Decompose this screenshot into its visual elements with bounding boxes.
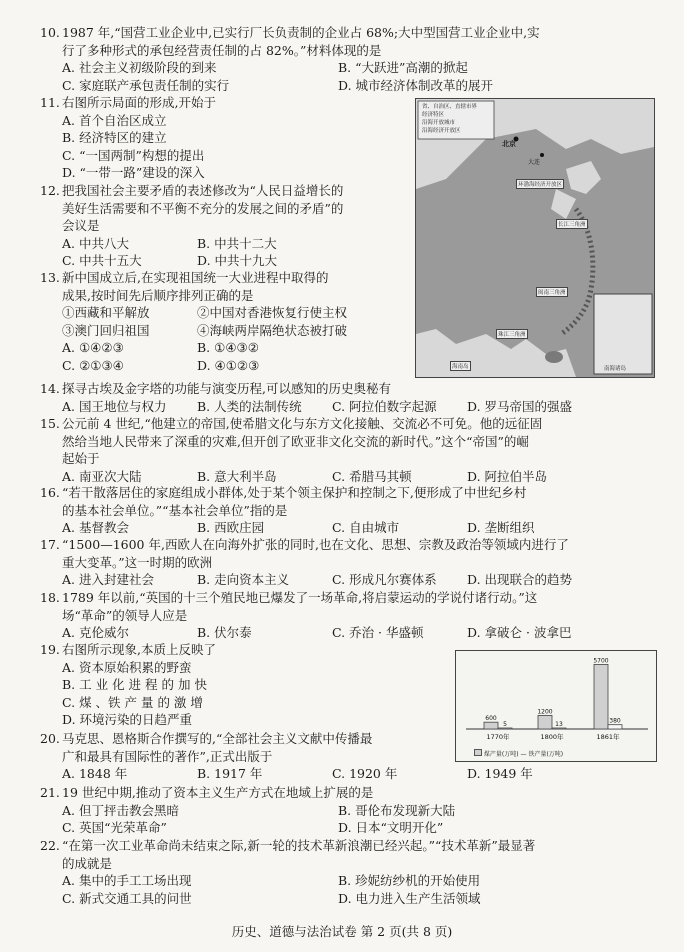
question-stem: 探寻古埃及金字塔的功能与演变历程,可以感知的历史奥秘有: [62, 381, 391, 396]
option-c[interactable]: C. 新式交通工具的问世: [62, 890, 192, 906]
option-a[interactable]: A. 基督教会: [62, 520, 129, 535]
option-c[interactable]: C. 希腊马其顿: [332, 468, 412, 484]
question-number: 18.: [40, 590, 60, 605]
map-label-hainan: 海南岛: [450, 361, 471, 371]
bar-coal: [538, 715, 552, 729]
option-a[interactable]: A. 集中的手工工场出现: [62, 873, 192, 888]
option-b[interactable]: B. 走向资本主义: [197, 572, 290, 587]
question-stem: 右图所示局面的形成,开始于: [62, 95, 216, 110]
map-label-beijing: 北京: [502, 140, 516, 148]
question-stem: 新中国成立后,在实现祖国统一大业进程中取得的: [62, 270, 329, 285]
legend-item: 经济特区: [422, 112, 445, 118]
option-a[interactable]: A. 进入封建社会: [62, 572, 154, 587]
option-b[interactable]: B. ①④③②: [197, 340, 259, 355]
question-stem: 行了多种形式的承包经营责任制的占 82%。”材料体现的是: [62, 42, 382, 58]
option-b[interactable]: B. 意大利半岛: [197, 468, 277, 484]
question-stem: 会议是: [62, 218, 100, 233]
question-13: [40, 269, 402, 374]
option-b[interactable]: B. 工 业 化 进 程 的 加 快: [62, 677, 207, 692]
option-b[interactable]: B. “大跃进”高潮的掀起: [338, 60, 468, 75]
bar-value-label: 1200: [537, 708, 553, 716]
legend-swatch-coal: [474, 749, 482, 756]
question-number: 19.: [40, 642, 60, 657]
option-a[interactable]: A. 社会主义初级阶段的到来: [62, 60, 217, 75]
option-a[interactable]: A. 首个自治区成立: [62, 112, 167, 128]
legend-item: 沿海经济开放区: [422, 128, 461, 134]
map-label-dalian: 大连: [528, 159, 541, 166]
option-d[interactable]: D. 拿破仑 · 波拿巴: [467, 625, 572, 640]
question-stem: 场“革命”的领导人应是: [62, 607, 188, 623]
option-d[interactable]: D. 出现联合的趋势: [467, 572, 573, 587]
map-label-south-sea: 南海诸岛: [604, 366, 627, 372]
question-stem: 重大变革。”这一时期的欧洲: [62, 554, 213, 570]
bar-value-label: 5700: [593, 657, 609, 665]
option-a[interactable]: A. ①④②③: [62, 340, 124, 355]
question-16: [40, 484, 535, 537]
option-d[interactable]: D. ④①②③: [197, 357, 260, 373]
option-b[interactable]: B. 珍妮纺纱机的开始使用: [338, 873, 481, 888]
chart-svg: [456, 651, 656, 761]
question-stem: 1987 年,“国营工业企业中,已实行厂长负责制的企业占 68%;大中型国营工业企业中,实: [62, 25, 540, 40]
opening-up-map: [415, 98, 655, 378]
option-d[interactable]: D. 城市经济体制改革的展开: [338, 77, 494, 93]
option-b[interactable]: B. 1917 年: [197, 766, 263, 781]
bar-value-label: 5: [503, 721, 507, 728]
category-label: 1800年: [540, 733, 564, 741]
chart-legend: 煤产量(万吨) — 铁产量(万吨): [474, 749, 563, 758]
option-d[interactable]: D. 中共十九大: [197, 253, 278, 268]
option-b[interactable]: B. 伏尔泰: [197, 625, 252, 640]
option-a[interactable]: A. 但丁抨击教会黑暗: [62, 802, 179, 818]
option-b[interactable]: B. 中共十二大: [197, 235, 277, 251]
option-d[interactable]: D. 阿拉伯半岛: [467, 468, 548, 484]
map-label-minnan: 闽南三角洲: [536, 287, 568, 297]
option-b[interactable]: B. 西欧庄园: [197, 520, 265, 535]
question-number: 12.: [40, 183, 60, 198]
bar-coal: [484, 722, 498, 729]
option-c[interactable]: C. 阿拉伯数字起源: [332, 398, 437, 414]
map-legend: [422, 103, 477, 135]
option-a[interactable]: A. 克伦威尔: [62, 625, 129, 640]
option-d[interactable]: D. 电力进入生产生活领域: [338, 890, 481, 906]
category-label: 1770年: [486, 733, 510, 741]
question-stem: 右图所示现象,本质上反映了: [62, 642, 216, 657]
map-label-pearl: 珠江三角洲: [496, 329, 528, 339]
option-b[interactable]: B. 哥伦布发现新大陆: [338, 802, 456, 818]
bar-iron: [608, 725, 622, 729]
question-22: [40, 837, 536, 907]
question-stem: 然给当地人民带来了深重的灾难,但开创了欧亚非文化交流的新时代。”这个“帝国”的崛: [62, 433, 529, 449]
question-11: [40, 94, 402, 182]
bar-iron: [498, 728, 512, 729]
question-number: 17.: [40, 537, 60, 552]
question-number: 21.: [40, 785, 60, 800]
option-a[interactable]: A. 资本原始积累的野蛮: [62, 659, 192, 675]
option-a[interactable]: A. 国王地位与权力: [62, 398, 167, 414]
question-stem: “在第一次工业革命尚未结束之际,新一轮的技术革新浪潮已经兴起。”“技术革新”最显著: [62, 838, 536, 853]
option-c[interactable]: C. 1920 年: [332, 766, 398, 781]
option-c[interactable]: C. 形成凡尔赛体系: [332, 572, 437, 587]
question-number: 20.: [40, 731, 60, 746]
legend-item: 省、自治区、直辖市界: [422, 104, 478, 110]
question-stem: 马克思、恩格斯合作撰写的,“全部社会主义文献中传播最: [62, 731, 373, 746]
option-a[interactable]: A. 中共八大: [62, 235, 129, 251]
legend-item: 沿海开放城市: [422, 120, 456, 126]
option-a[interactable]: A. 1848 年: [62, 766, 128, 781]
question-stem: 19 世纪中期,推动了资本主义生产方式在地域上扩展的是: [62, 785, 374, 800]
question-stem: 广和最具有国际性的著作”,正式出版于: [62, 748, 273, 764]
event-item: ②中国对香港恢复行使主权: [197, 305, 348, 320]
bar-coal: [594, 664, 608, 729]
question-17: [40, 536, 573, 589]
question-12: [40, 182, 402, 270]
bar-value-label: 380: [609, 717, 621, 725]
map-label-bohai: 环渤海经济开放区: [516, 179, 564, 189]
map-graphic: [416, 99, 654, 377]
option-b[interactable]: B. 人类的法制传统: [197, 398, 302, 414]
option-b[interactable]: B. 经济特区的建立: [62, 130, 167, 145]
option-c[interactable]: C. 家庭联产承包责任制的实行: [62, 77, 230, 93]
question-10: [40, 24, 540, 94]
option-c[interactable]: C. 中共十五大: [62, 253, 142, 268]
option-c[interactable]: C. 煤 、铁 产 量 的 激 增: [62, 694, 203, 710]
question-21: [40, 784, 456, 837]
question-number: 11.: [40, 95, 60, 110]
bar-value-label: 13: [555, 721, 563, 728]
question-stem: 的成就是: [62, 855, 113, 871]
question-number: 16.: [40, 485, 60, 500]
question-stem: 1789 年以前,“英国的十三个殖民地已爆发了一场革命,将启蒙运动的学说付诸行动。”这: [62, 590, 538, 605]
bar-value-label: 600: [485, 715, 497, 723]
bar-iron: [552, 728, 566, 729]
question-stem: 的基本社会单位。”“基本社会单位”指的是: [62, 502, 288, 518]
question-stem: 起始于: [62, 451, 100, 466]
option-d[interactable]: D. 1949 年: [467, 766, 533, 781]
question-stem: “若干散落居住的家庭组成小群体,处于某个领主保护和控制之下,便形成了中世纪乡村: [62, 485, 527, 500]
option-c[interactable]: C. ②①③④: [62, 357, 124, 373]
question-14: [40, 380, 573, 415]
legend-iron: 铁产量(万吨): [528, 751, 564, 758]
legend-coal: 煤产量(万吨): [483, 751, 519, 758]
option-c[interactable]: C. 乔治 · 华盛顿: [332, 625, 424, 640]
question-15: [40, 415, 548, 485]
coal-iron-chart: [455, 650, 657, 762]
option-c[interactable]: C. 英国“光荣革命”: [62, 820, 167, 835]
question-stem: 公元前 4 世纪,“他建立的帝国,使希腊文化与东方文化接触、交流必不可免。他的远征固: [62, 416, 543, 431]
question-19: [40, 641, 402, 729]
question-18: [40, 589, 572, 642]
option-d[interactable]: D. “一带一路”建设的深入: [62, 165, 205, 180]
option-d[interactable]: D. 日本“文明开化”: [338, 820, 444, 835]
option-d[interactable]: D. 罗马帝国的强盛: [467, 398, 573, 414]
question-stem: “1500—1600 年,西欧人在向海外扩张的同时,也在文化、思想、宗教及政治等领域内进行了: [62, 537, 569, 552]
page-footer: 历史、道德与法治试卷 第 2 页(共 8 页): [231, 924, 453, 939]
option-c[interactable]: C. 自由城市: [332, 520, 400, 535]
option-c[interactable]: C. “一国两制”构想的提出: [62, 147, 205, 163]
question-number: 22.: [40, 838, 60, 853]
question-number: 10.: [40, 25, 60, 40]
option-a[interactable]: A. 南亚次大陆: [62, 468, 142, 484]
option-d[interactable]: D. 垄断组织: [467, 520, 535, 535]
option-d[interactable]: D. 环境污染的日趋严重: [62, 712, 193, 727]
event-item: ①西藏和平解放: [62, 305, 150, 320]
question-number: 13.: [40, 270, 60, 285]
question-stem: 成果,按时间先后顺序排列正确的是: [62, 287, 254, 303]
category-label: 1861年: [596, 733, 620, 741]
question-number: 14.: [40, 381, 60, 396]
event-item: ④海峡两岸隔绝状态被打破: [197, 322, 348, 338]
question-stem: 美好生活需要和不平衡不充分的发展之间的矛盾”的: [62, 200, 344, 216]
question-number: 15.: [40, 416, 60, 431]
map-label-yangtze: 长江三角洲: [556, 219, 588, 229]
event-item: ③澳门回归祖国: [62, 322, 150, 338]
question-stem: 把我国社会主要矛盾的表述修改为“人民日益增长的: [62, 183, 344, 198]
